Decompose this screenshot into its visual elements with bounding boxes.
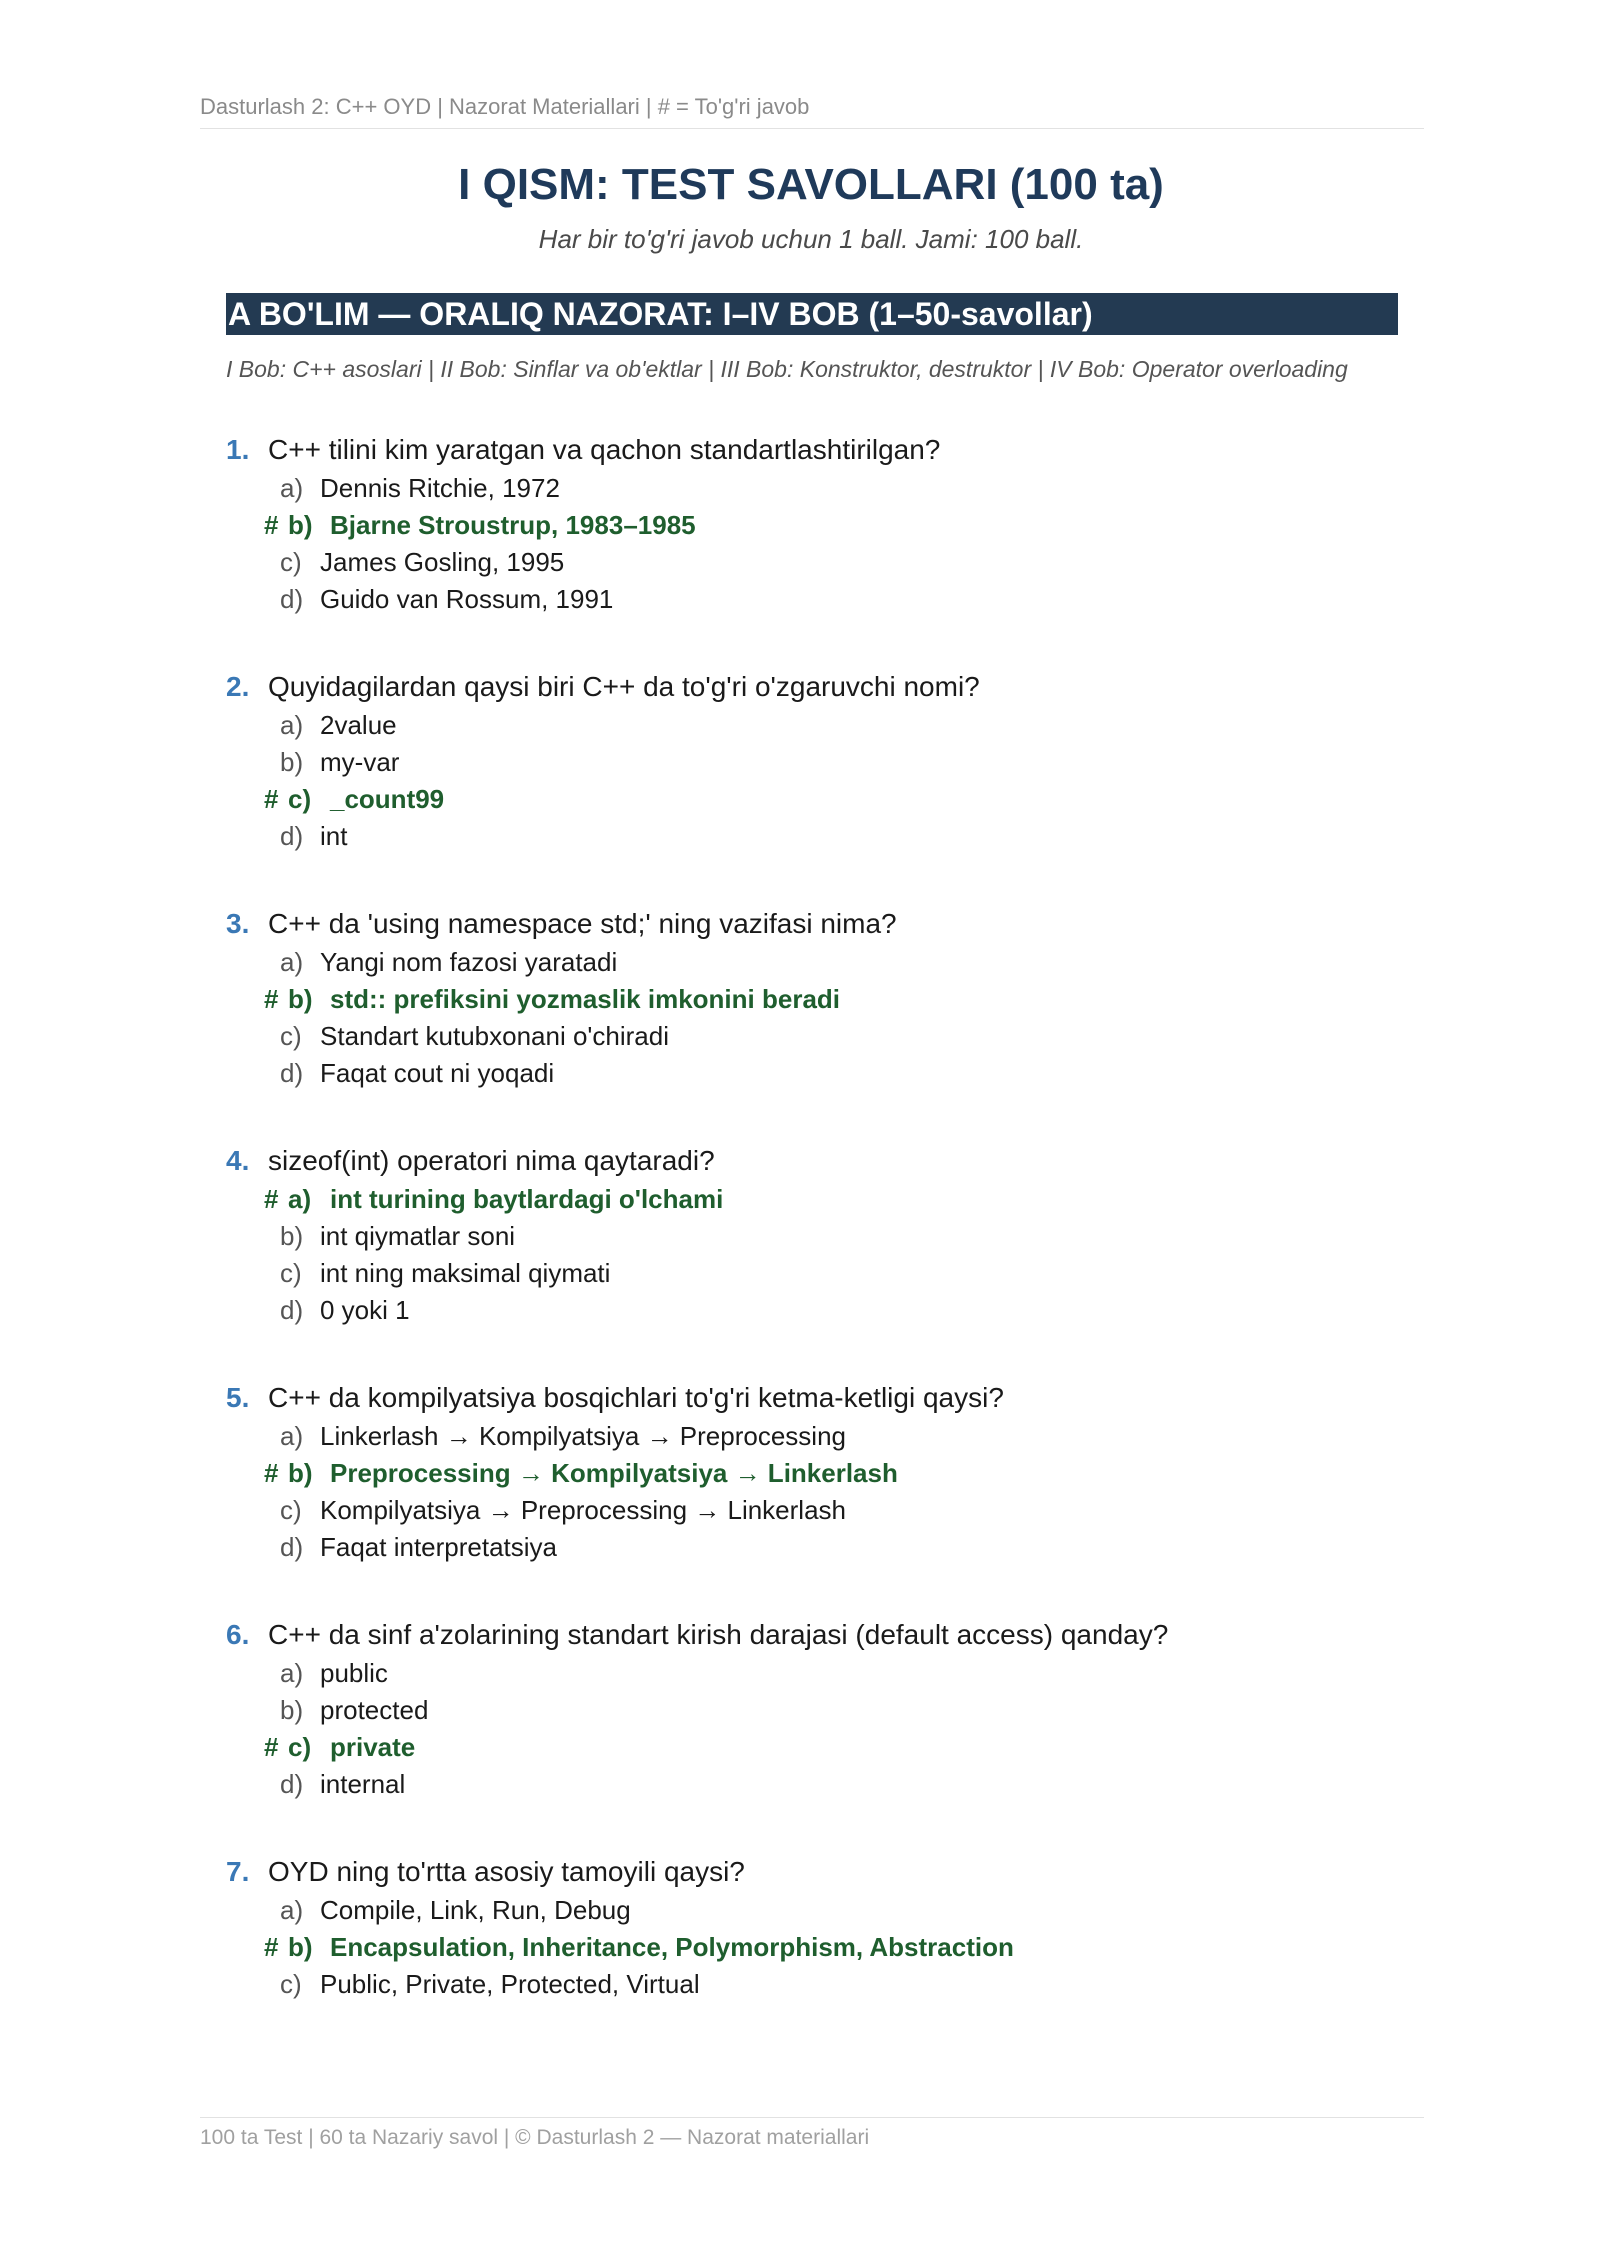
option-text: Faqat cout ni yoqadi [320, 1058, 555, 1088]
option-text: Preprocessing → Kompilyatsiya → Linkerlash [330, 1458, 898, 1488]
option-letter: b) [288, 984, 313, 1014]
option-letter: a) [280, 710, 304, 740]
question-item [226, 1615, 1426, 1803]
answer-option [226, 1492, 1426, 1529]
option-letter: d) [280, 1058, 304, 1088]
question-line [226, 1615, 1426, 1655]
answer-option-correct [226, 1455, 1426, 1492]
answer-option [226, 1892, 1426, 1929]
answer-option-correct [226, 1929, 1426, 1966]
question-number: 3. [226, 908, 250, 939]
answer-option [226, 1018, 1426, 1055]
option-text: _count99 [330, 784, 445, 814]
answer-option [226, 1292, 1426, 1329]
option-letter: a) [280, 1895, 304, 1925]
answer-option [226, 1692, 1426, 1729]
option-letter: d) [280, 1295, 304, 1325]
option-text: protected [320, 1695, 429, 1725]
option-letter: d) [280, 1532, 304, 1562]
page-header: Dasturlash 2: C++ OYD | Nazorat Materiallari | # = To'g'ri javob [200, 94, 1424, 129]
option-text: std:: prefiksini yozmaslik imkonini beradi [330, 984, 841, 1014]
answer-option [226, 818, 1426, 855]
section-chapters: I Bob: C++ asoslari | II Bob: Sinflar va ob'ektlar | III Bob: Konstruktor, destruktor | IV Bob: Operator overloading [226, 356, 1348, 382]
answer-option [226, 1255, 1426, 1292]
question-item [226, 904, 1426, 1092]
answer-option [226, 744, 1426, 781]
option-text: my-var [320, 747, 400, 777]
option-letter: b) [280, 1221, 304, 1251]
option-text: Standart kutubxonani o'chiradi [320, 1021, 669, 1051]
option-letter: b) [280, 747, 304, 777]
question-list [226, 430, 1426, 2052]
option-letter: a) [280, 947, 304, 977]
answer-option [226, 1966, 1426, 2003]
correct-answer-marker: # [264, 984, 279, 1014]
option-letter: d) [280, 821, 304, 851]
option-text: 0 yoki 1 [320, 1295, 410, 1325]
option-letter: b) [288, 510, 313, 540]
question-item [226, 1378, 1426, 1566]
option-letter: c) [280, 1258, 302, 1288]
option-text: int turining baytlardagi o'lchami [330, 1184, 724, 1214]
option-letter: c) [280, 1021, 302, 1051]
answer-option [226, 1766, 1426, 1803]
question-item [226, 1852, 1426, 2003]
answer-option-correct [226, 1181, 1426, 1218]
question-line [226, 1852, 1426, 1892]
question-number: 5. [226, 1382, 250, 1413]
section-heading: A BO'LIM — ORALIQ NAZORAT: I–IV BOB (1–50-savollar) [226, 293, 1398, 335]
option-text: private [330, 1732, 416, 1762]
answer-option-correct [226, 981, 1426, 1018]
option-text: Encapsulation, Inheritance, Polymorphism, Abstraction [330, 1932, 1014, 1962]
correct-answer-marker: # [264, 784, 279, 814]
answer-option-correct [226, 781, 1426, 818]
option-text: int ning maksimal qiymati [320, 1258, 611, 1288]
question-text: OYD ning to'rtta asosiy tamoyili qaysi? [268, 1856, 745, 1887]
answer-option [226, 1418, 1426, 1455]
option-letter: a) [288, 1184, 312, 1214]
question-text: C++ da sinf a'zolarining standart kirish darajasi (default access) qanday? [268, 1619, 1169, 1650]
correct-answer-marker: # [264, 1932, 279, 1962]
option-text: int qiymatlar soni [320, 1221, 516, 1251]
answer-option [226, 1529, 1426, 1566]
question-text: C++ da kompilyatsiya bosqichlari to'g'ri ketma-ketligi qaysi? [268, 1382, 1004, 1413]
correct-answer-marker: # [264, 1732, 279, 1762]
correct-answer-marker: # [264, 510, 279, 540]
question-number: 6. [226, 1619, 250, 1650]
option-letter: c) [288, 784, 312, 814]
page-footer: 100 ta Test | 60 ta Nazariy savol | © Dasturlash 2 — Nazorat materiallari [200, 2117, 1424, 2150]
option-letter: c) [280, 1495, 302, 1525]
option-text: int [320, 821, 348, 851]
answer-option [226, 581, 1426, 618]
page-title: I QISM: TEST SAVOLLARI (100 ta) [458, 160, 1164, 209]
option-text: Public, Private, Protected, Virtual [320, 1969, 700, 1999]
answer-option [226, 944, 1426, 981]
option-letter: d) [280, 584, 304, 614]
correct-answer-marker: # [264, 1184, 279, 1214]
question-number: 7. [226, 1856, 250, 1887]
answer-option-correct [226, 507, 1426, 544]
option-text: James Gosling, 1995 [320, 547, 565, 577]
question-line [226, 904, 1426, 944]
answer-option [226, 707, 1426, 744]
question-item [226, 667, 1426, 855]
question-text: C++ da 'using namespace std;' ning vazifasi nima? [268, 908, 897, 939]
option-text: Dennis Ritchie, 1972 [320, 473, 560, 503]
answer-option-correct [226, 1729, 1426, 1766]
answer-option [226, 544, 1426, 581]
option-text: 2value [320, 710, 397, 740]
answer-option [226, 470, 1426, 507]
option-letter: d) [280, 1769, 304, 1799]
question-item [226, 430, 1426, 618]
option-letter: b) [280, 1695, 304, 1725]
question-item [226, 1141, 1426, 1329]
option-text: public [320, 1658, 388, 1688]
correct-answer-marker: # [264, 1458, 279, 1488]
option-text: Faqat interpretatsiya [320, 1532, 558, 1562]
question-line [226, 430, 1426, 470]
option-letter: c) [280, 547, 302, 577]
question-number: 1. [226, 434, 250, 465]
option-letter: b) [288, 1932, 313, 1962]
option-letter: c) [288, 1732, 312, 1762]
question-line [226, 667, 1426, 707]
option-text: Yangi nom fazosi yaratadi [320, 947, 618, 977]
option-letter: b) [288, 1458, 313, 1488]
option-text: Kompilyatsiya → Preprocessing → Linkerlash [320, 1495, 846, 1525]
option-text: Bjarne Stroustrup, 1983–1985 [330, 510, 696, 540]
option-text: Linkerlash → Kompilyatsiya → Preprocessing [320, 1421, 846, 1451]
option-text: Compile, Link, Run, Debug [320, 1895, 631, 1925]
question-text: sizeof(int) operatori nima qaytaradi? [268, 1145, 715, 1176]
question-number: 2. [226, 671, 250, 702]
question-number: 4. [226, 1145, 250, 1176]
question-line [226, 1141, 1426, 1181]
option-letter: a) [280, 473, 304, 503]
page-subtitle: Har bir to'g'ri javob uchun 1 ball. Jami: 100 ball. [538, 224, 1084, 254]
option-text: Guido van Rossum, 1991 [320, 584, 614, 614]
option-text: internal [320, 1769, 406, 1799]
option-letter: a) [280, 1421, 304, 1451]
answer-option [226, 1218, 1426, 1255]
answer-option [226, 1655, 1426, 1692]
question-text: C++ tilini kim yaratgan va qachon standartlashtirilgan? [268, 434, 941, 465]
option-letter: a) [280, 1658, 304, 1688]
question-text: Quyidagilardan qaysi biri C++ da to'g'ri o'zgaruvchi nomi? [268, 671, 980, 702]
answer-option [226, 1055, 1426, 1092]
question-line [226, 1378, 1426, 1418]
option-letter: c) [280, 1969, 302, 1999]
